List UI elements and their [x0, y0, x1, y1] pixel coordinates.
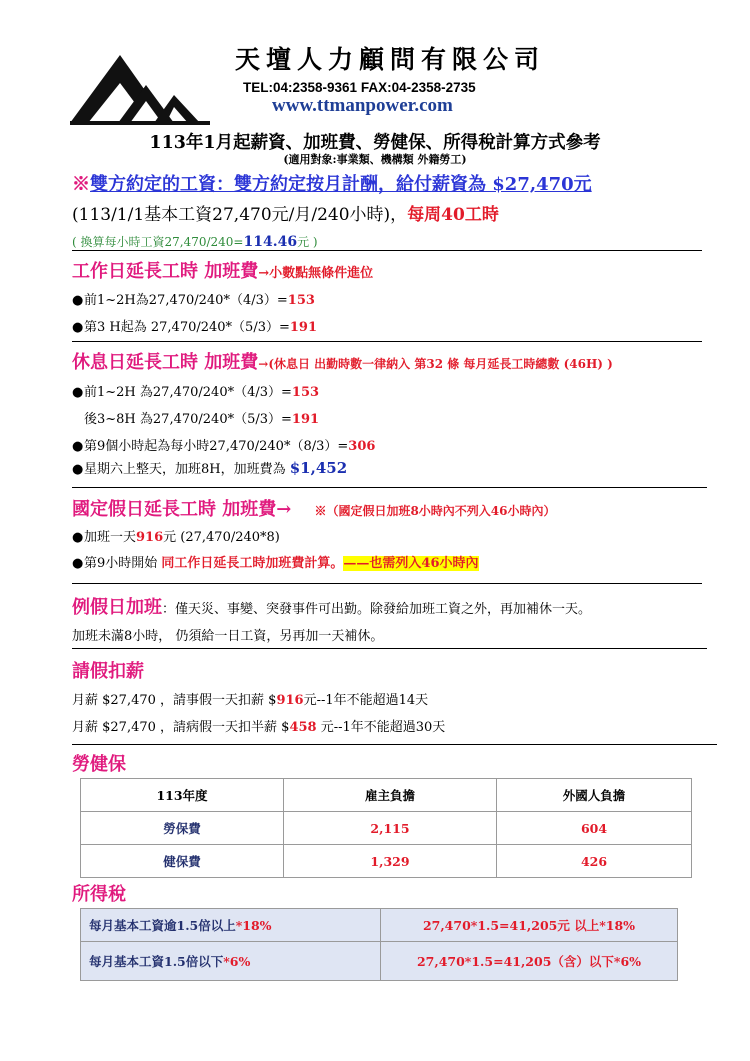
tax-table — [80, 908, 678, 981]
divider — [72, 744, 717, 745]
worker-cell: 604 — [497, 812, 692, 845]
restday-section-title: 休息日延長工時 加班費→(休息日 出勤時數一律納入 第32 條 每月延長工時總數 (46H) ) — [72, 352, 613, 373]
regular-off-line: 例假日加班：僅天災、事變、突發事件可出勤。除發給加班工資之外，再加補休一天。 — [72, 597, 592, 618]
regular-off-line-2: 加班未滿8小時， 仍須給一日工資，另再加一天補休。 — [72, 629, 384, 644]
table-row — [81, 845, 692, 878]
note-mark: ※ — [72, 174, 90, 195]
employer-cell: 1,329 — [284, 845, 497, 878]
divider — [72, 341, 702, 342]
holiday-section-title: 國定假日延長工時 加班費→ ※（國定假日加班8小時內不列入46小時內） — [72, 499, 556, 520]
divider — [72, 250, 702, 251]
tax-value: 27,470*1.5=41,205（含）以下*6% — [381, 942, 678, 981]
tax-label: 每月基本工資逾1.5倍以上*18% — [81, 909, 381, 942]
base-wage-line: (113/1/1基本工資27,470元/月/240小時)，每周40工時 — [72, 205, 499, 225]
leave-section-title: 請假扣薪 — [72, 661, 144, 682]
list-item: ●前1~2H為27,470/240*（4/3）=153 — [72, 293, 315, 308]
worker-cell: 426 — [497, 845, 692, 878]
contact-info: TEL:04:2358-9361 FAX:04-2358-2735 — [243, 80, 476, 95]
row-label: 勞保費 — [81, 812, 284, 845]
list-item: ●星期六上整天，加班8H，加班費為 $1,452 — [72, 459, 348, 477]
table-header-row — [81, 779, 692, 812]
page-subtitle: (適用對象:事業類、機構類 外籍勞工) — [283, 153, 467, 166]
list-item: ●前1~2H 為27,470/240*（4/3）=153 — [72, 385, 320, 400]
divider — [72, 487, 707, 488]
column-header: 113年度 — [81, 779, 284, 812]
tax-section-title: 所得稅 — [72, 884, 126, 905]
list-item: ●第9個小時起為每小時27,470/240*（8/3）=306 — [72, 439, 376, 454]
company-name: 天壇人力顧問有限公司 — [235, 45, 546, 74]
hourly-wage-line: ( 換算每小時工資27,470/240=114.46元 ) — [72, 234, 318, 250]
table-row — [81, 812, 692, 845]
website-link[interactable]: www.ttmanpower.com — [272, 95, 453, 116]
tax-value: 27,470*1.5=41,205元 以上*18% — [381, 909, 678, 942]
leave-line-2: 月薪 $27,470 ，請病假一天扣半薪 $458 元--1年不能超過30天 — [72, 720, 446, 735]
workday-section-title: 工作日延長工時 加班費→小數點無條件進位 — [72, 261, 374, 282]
divider — [72, 583, 702, 584]
list-item: ●第9小時開始 同工作日延長工時加班費計算。——也需列入46小時內 — [72, 556, 479, 571]
list-item: 後3~8H 為27,470/240*（5/3）=191 — [84, 412, 320, 427]
table-row — [81, 942, 678, 981]
page-title: 113年1月起薪資、加班費、勞健保、所得稅計算方式參考 — [149, 133, 601, 153]
table-row — [81, 909, 678, 942]
row-label: 健保費 — [81, 845, 284, 878]
column-header: 外國人負擔 — [497, 779, 692, 812]
divider — [72, 648, 707, 649]
insurance-section-title: 勞健保 — [72, 754, 126, 775]
employer-cell: 2,115 — [284, 812, 497, 845]
agreement-line: ※雙方約定的工資：雙方約定按月計酬，給付薪資為 $27,470元 — [72, 174, 592, 195]
company-logo-icon — [70, 55, 210, 125]
insurance-table — [80, 778, 692, 878]
list-item: ●第3 H起為 27,470/240*（5/3）=191 — [72, 320, 318, 335]
tax-label: 每月基本工資1.5倍以下*6% — [81, 942, 381, 981]
leave-line-1: 月薪 $27,470 ，請事假一天扣薪 $916元--1年不能超過14天 — [72, 693, 429, 708]
list-item: ●加班一天916元 (27,470/240*8) — [72, 530, 280, 545]
column-header: 雇主負擔 — [284, 779, 497, 812]
